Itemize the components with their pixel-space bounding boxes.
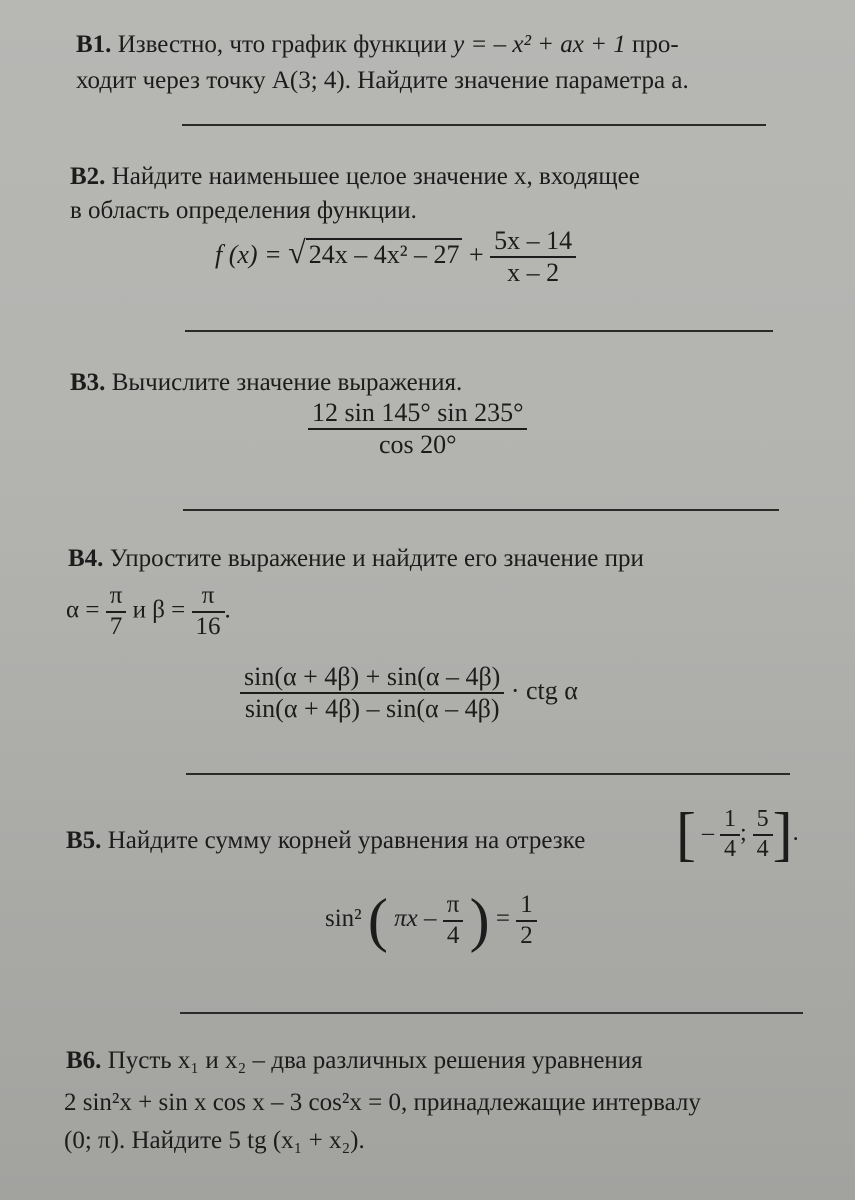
b5-eq-pix: πx – bbox=[394, 905, 437, 933]
b1-text1: Известно, что график функции bbox=[117, 31, 447, 58]
b2-sqrt-content: 24x – 4x² – 27 bbox=[306, 238, 463, 269]
b5-eq-1: 1 bbox=[516, 891, 537, 922]
b5-seg-sep: ; bbox=[739, 820, 747, 847]
b5-text1: Найдите сумму корней уравнения на отрезке bbox=[107, 827, 586, 854]
b5-label: В5. bbox=[66, 827, 102, 854]
b2-line1 bbox=[70, 162, 640, 192]
b4-beta-frac bbox=[192, 582, 225, 642]
b2-line2: в область определения функции. bbox=[70, 197, 417, 224]
b3-frac-den: cos 20° bbox=[378, 429, 457, 459]
b5-seg-d2: 4 bbox=[756, 835, 769, 862]
b4-text1: Упростите выражение и найдите его значение при bbox=[109, 545, 644, 572]
b4-alpha-num: π bbox=[106, 582, 127, 613]
b5-seg-end: . bbox=[792, 820, 799, 847]
b6-label: В6. bbox=[66, 1047, 102, 1074]
b5-eq-frac bbox=[443, 891, 464, 951]
b2-formula bbox=[215, 226, 576, 288]
b4-fraction bbox=[240, 662, 504, 724]
b5-seg-frac2 bbox=[753, 806, 773, 863]
b4-dot: . bbox=[224, 596, 231, 624]
b3-frac-num: 12 sin 145° sin 235° bbox=[308, 398, 527, 430]
b2-frac-num: 5x – 14 bbox=[490, 226, 576, 258]
b4-line1 bbox=[68, 544, 644, 574]
b1-label: В1. bbox=[76, 31, 112, 58]
b2-fraction bbox=[490, 226, 576, 288]
b5-eq-pi: π bbox=[443, 891, 464, 922]
b5-line1 bbox=[66, 826, 585, 856]
b4-answer-line[interactable] bbox=[186, 773, 790, 775]
b5-eq-2: 2 bbox=[520, 921, 533, 949]
b5-eq-equals: = bbox=[495, 905, 510, 933]
b5-eq-half bbox=[516, 891, 537, 951]
b5-seg-n2: 5 bbox=[753, 806, 773, 836]
b3-fraction bbox=[308, 398, 527, 460]
b5-seg-n1: 1 bbox=[720, 806, 740, 836]
b5-eq-sin: sin² bbox=[325, 905, 362, 933]
b5-seg-minus: – bbox=[701, 820, 714, 847]
b2-label: В2. bbox=[70, 163, 106, 190]
b1-function: y = – x² + ax + 1 bbox=[453, 31, 626, 58]
b2-frac-den: x – 2 bbox=[507, 257, 560, 287]
b4-frac-den: sin(α + 4β) – sin(α – 4β) bbox=[244, 693, 500, 723]
b3-text1: Вычислите значение выражения. bbox=[111, 369, 463, 396]
b5-seg-frac1 bbox=[720, 806, 740, 863]
b4-tail: · ctg α bbox=[510, 675, 578, 705]
b5-seg-d1: 4 bbox=[723, 835, 736, 862]
b6-line3: (0; π). Найдите 5 tg (x₁ + x₂). bbox=[64, 1127, 365, 1154]
b5-equation: sin² ( πx – $\frac{\pi}{4}$ ) = $\frac{1}{2}$ bbox=[325, 886, 537, 955]
b3-line1 bbox=[70, 368, 462, 398]
b3-label: В3. bbox=[70, 369, 106, 396]
b4-alpha-frac bbox=[106, 582, 127, 642]
b2-sqrt: √ 24x – 4x² – 27 bbox=[288, 234, 462, 271]
b2-text1: Найдите наименьшее целое значение x, входящее bbox=[111, 163, 640, 190]
b2-f-left: f (x) = bbox=[215, 239, 282, 269]
b4-formula bbox=[240, 662, 578, 724]
b1-line2: ходит через точку A(3; 4). Найдите значение параметра a. bbox=[76, 67, 689, 94]
b3-formula bbox=[308, 398, 527, 460]
b4-and-beta: и β = bbox=[132, 596, 186, 624]
b2-answer-line[interactable] bbox=[185, 330, 773, 332]
b5-eq-4: 4 bbox=[446, 921, 460, 949]
b5-segment: [ – $\frac{1}{4}$ ; $\frac{5}{4}$ ]. bbox=[676, 801, 799, 867]
b2-plus: + bbox=[468, 239, 484, 269]
b4-label: В4. bbox=[68, 545, 104, 572]
b4-frac-num: sin(α + 4β) + sin(α – 4β) bbox=[240, 662, 504, 694]
b1-line1 bbox=[76, 30, 679, 60]
b6-text2: принадлежащие интервалу bbox=[413, 1089, 701, 1116]
b6-line2 bbox=[64, 1088, 701, 1118]
b4-alpha-eq: α = bbox=[66, 596, 100, 624]
b4-beta-den: 16 bbox=[195, 612, 221, 640]
b1-answer-line[interactable] bbox=[182, 124, 766, 126]
b4-beta-num: π bbox=[192, 582, 225, 613]
b3-answer-line[interactable] bbox=[183, 509, 779, 511]
b6-text1: Пусть x₁ и x₂ – два различных решения уравнения bbox=[107, 1047, 643, 1074]
b5-answer-line[interactable] bbox=[180, 1012, 803, 1014]
b6-line1 bbox=[66, 1046, 643, 1076]
b6-equation: 2 sin²x + sin x cos x – 3 cos²x = 0, bbox=[64, 1089, 408, 1116]
b1-text-end: про- bbox=[632, 31, 679, 58]
b4-params bbox=[66, 582, 231, 642]
b4-alpha-den: 7 bbox=[109, 612, 123, 640]
